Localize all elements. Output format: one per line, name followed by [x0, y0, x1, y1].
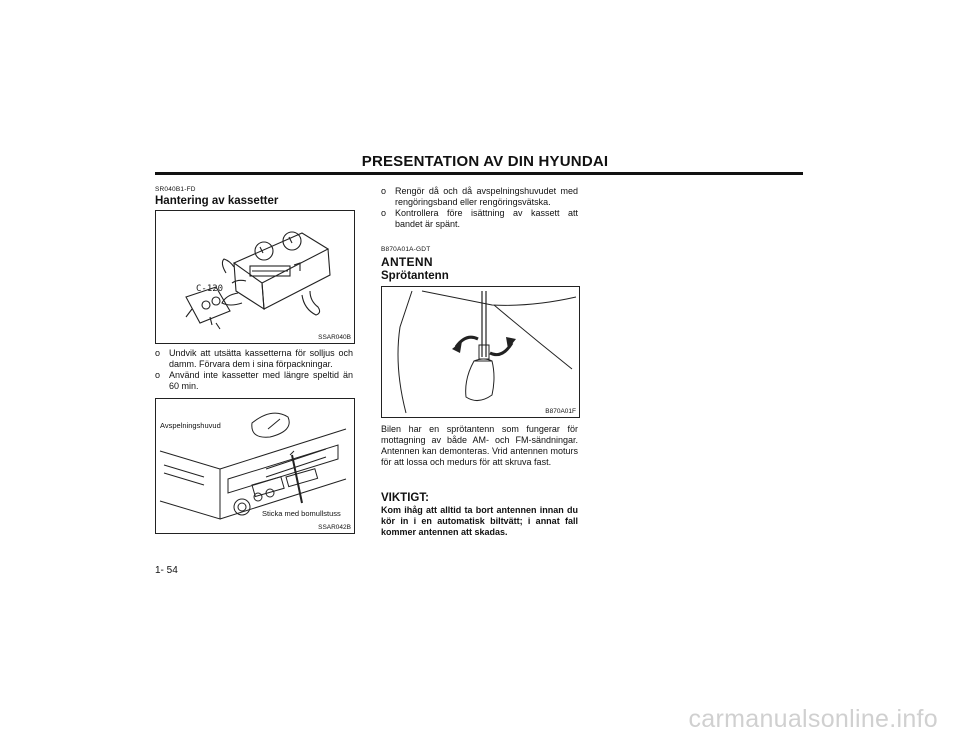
page-header-title: PRESENTATION AV DIN HYUNDAI	[361, 153, 609, 170]
label-cotton-swab: Sticka med bomullstuss	[262, 509, 341, 518]
bullet-mark: o	[381, 186, 387, 196]
bullets-cassettes	[155, 348, 353, 392]
figure2-code: SSAR042B	[318, 524, 351, 531]
page-number: 1- 54	[155, 565, 178, 576]
figure-tape-head-illustration	[155, 398, 355, 534]
bullet-item: o Rengör då och då avspelningshuvudet med rengöringsband eller rengöringsvätska.	[381, 186, 578, 207]
figure-antenna-illustration	[381, 286, 580, 418]
warning-text: Kom ihåg att alltid ta bort antennen innan du kör in i en automatisk biltvätt; i annat fall kommer antennen att skadas.	[381, 505, 578, 537]
subheading-mast-antenna: Sprötantenn	[381, 270, 449, 282]
bullets-cleaning	[381, 186, 578, 230]
header-rule	[155, 172, 803, 175]
bullet-mark: o	[381, 208, 387, 218]
warning-title: VIKTIGT:	[381, 492, 429, 504]
section-code-antenna: B870A01A-GDT	[381, 246, 431, 253]
bullet-item: o Undvik att utsätta kassetterna för solljus och damm. Förvara dem i sina förpackningar.	[155, 348, 353, 369]
figure3-code: B870A01F	[545, 408, 576, 415]
section-code-cassettes: SR040B1-FD	[155, 186, 196, 193]
figure-cassette-illustration	[155, 210, 355, 344]
bullet-item: o Kontrollera före isättning av kassett att bandet är spänt.	[381, 208, 578, 229]
antenna-drawing	[382, 287, 579, 417]
bullet-item: o Använd inte kassetter med längre speltid än 60 min.	[155, 370, 353, 391]
watermark: carmanualsonline.info	[688, 705, 938, 733]
bullet-mark: o	[155, 348, 161, 358]
heading-cassettes: Hantering av kassetter	[155, 195, 279, 207]
figure1-code: SSAR040B	[318, 334, 351, 341]
bullet-mark: o	[155, 370, 161, 380]
antenna-paragraph: Bilen har en sprötantenn som fungerar för mottagning av både AM- och FM-sändningar. Antennen kan demonteras. Vrid antennen moturs för att lossa och medurs för att skruva fast.	[381, 424, 578, 467]
cassette-label-text: C-120	[196, 284, 224, 294]
heading-antenna: ANTENN	[381, 255, 433, 269]
cassette-illustration-drawing	[156, 211, 354, 343]
label-playback-head: Avspelningshuvud	[160, 421, 221, 430]
